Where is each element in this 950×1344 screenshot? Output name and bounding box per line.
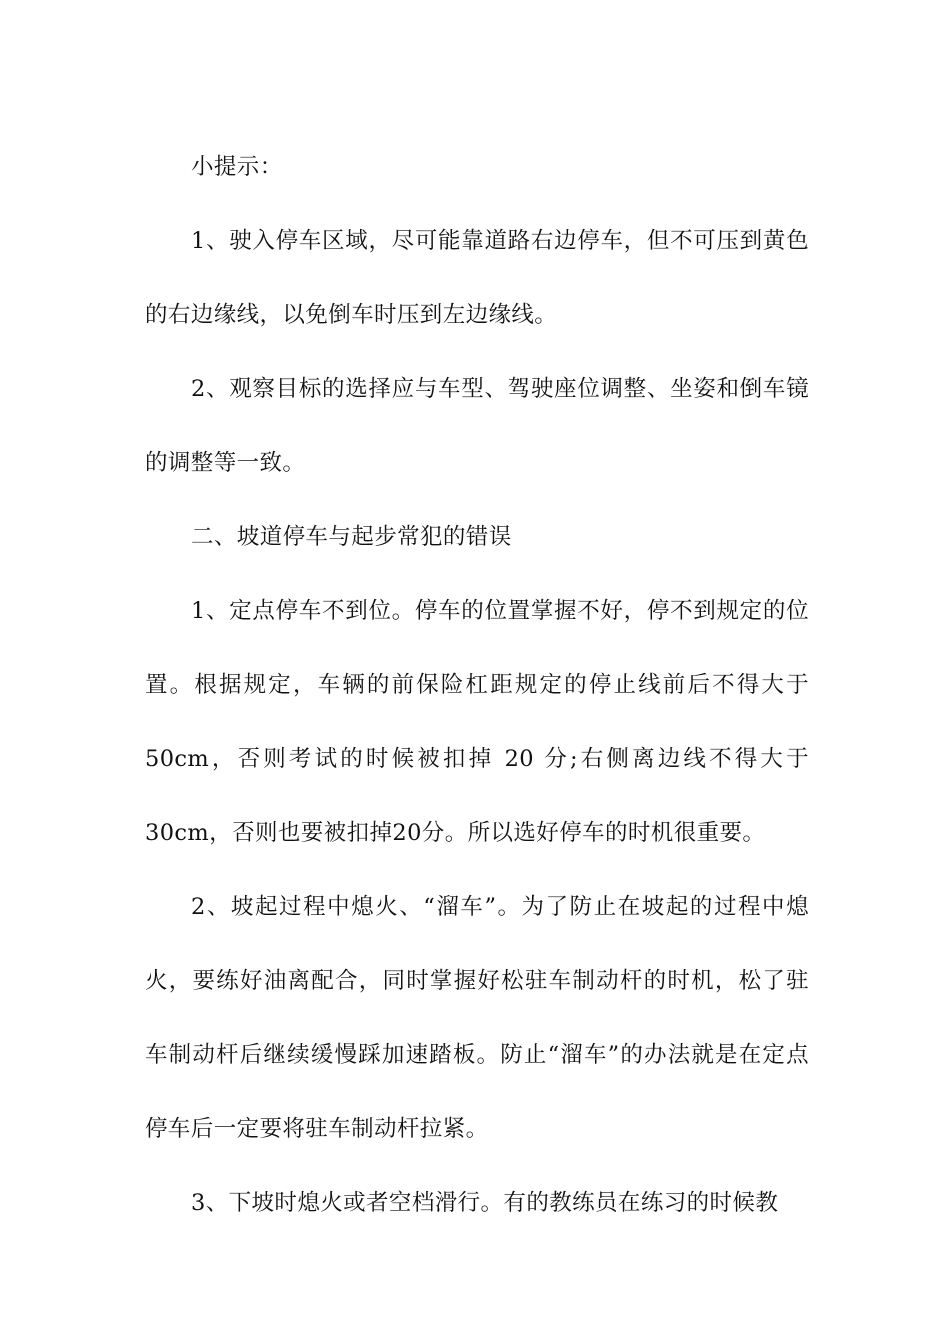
tip-heading: 小提示： xyxy=(191,154,283,180)
document-body xyxy=(145,130,809,1240)
tip-item-2: 2、观察目标的选择应与车型、驾驶座位调整、坐姿和倒车镜的调整等一致。 xyxy=(145,376,809,476)
error-item-2: 2、坡起过程中熄火、“溜车”。为了防止在坡起的过程中熄火，要练好油离配合，同时掌握好松驻车制动杆的时机，松了驻车制动杆后继续缓慢踩加速踏板。防止“溜车”的办法就是在定点停车后一定要将驻车制动杆拉紧。 xyxy=(145,894,809,1142)
error-item-3: 3、下坡时熄火或者空档滑行。有的教练员在练习的时候教 xyxy=(191,1190,779,1216)
tip-item-1: 1、驶入停车区域，尽可能靠道路右边停车，但不可压到黄色的右边缘线，以免倒车时压到左边缘线。 xyxy=(145,228,809,328)
section-heading: 二、坡道停车与起步常犯的错误 xyxy=(191,524,512,550)
error-item-1: 1、定点停车不到位。停车的位置掌握不好，停不到规定的位置。根据规定，车辆的前保险杠距规定的停止线前后不得大于 50cm，否则考试的时候被扣掉 20 分;右侧离边线不得大于30cm，否则也要被扣掉20分。所以选好停车的时机很重要。 xyxy=(145,598,809,846)
